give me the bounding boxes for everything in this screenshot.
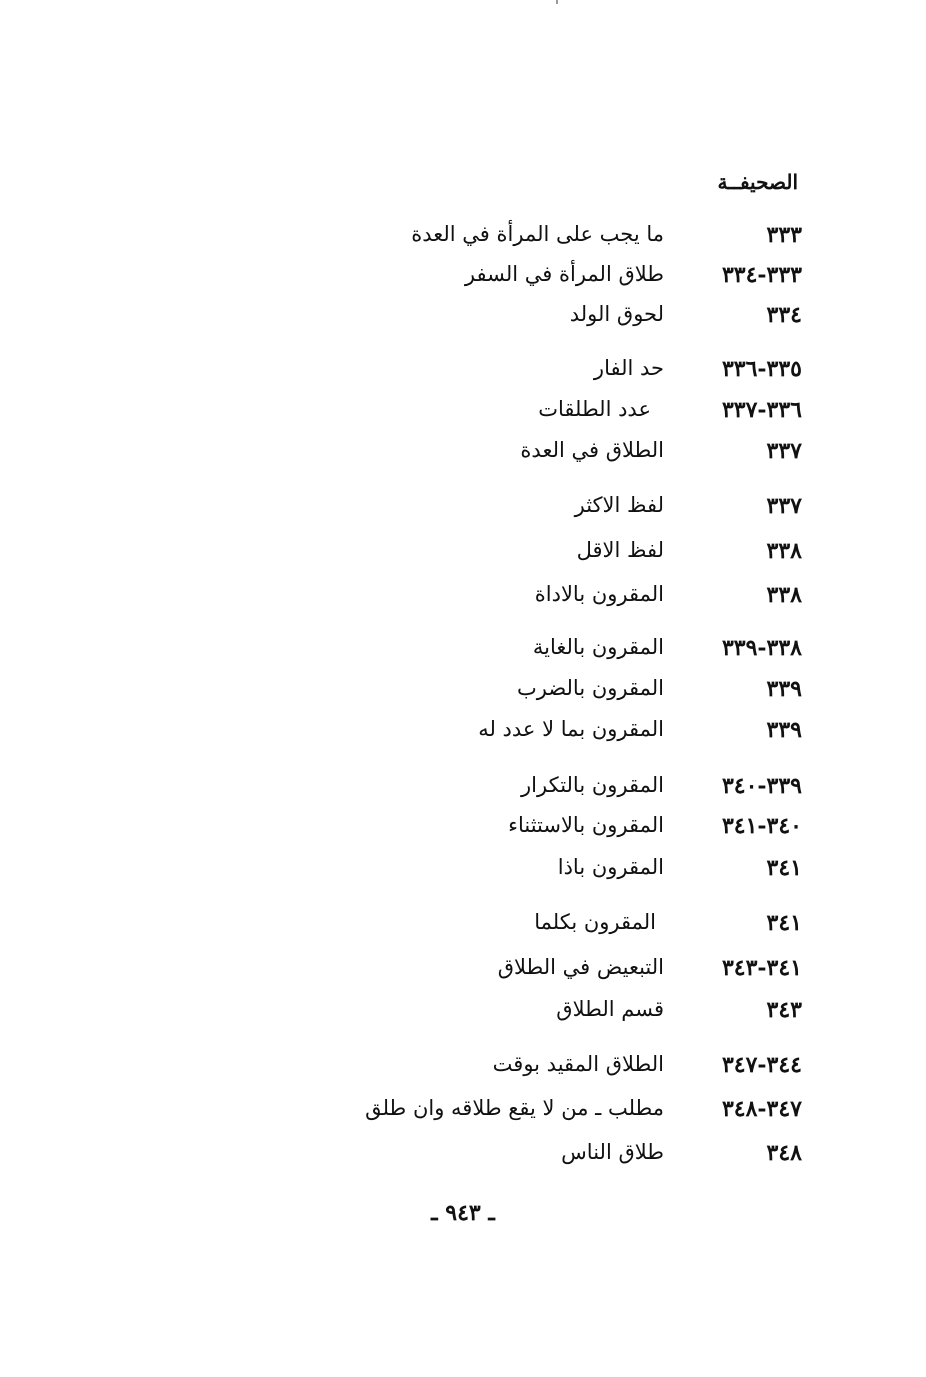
toc-page-range: ٣٣٥-٣٣٦ (721, 356, 802, 382)
toc-title: قسم الطلاق (556, 997, 664, 1021)
toc-title: حد الفار (593, 356, 664, 380)
toc-page-range: ٣٣٩-٣٤٠ (721, 773, 802, 799)
toc-row (0, 493, 926, 527)
toc-row (0, 1096, 926, 1130)
toc-title: عدد الطلقات (538, 397, 651, 421)
toc-row (0, 676, 926, 710)
toc-title: طلاق المرأة في السفر (464, 262, 664, 286)
toc-row (0, 262, 926, 296)
toc-row (0, 538, 926, 572)
toc-row (0, 773, 926, 807)
toc-page-range: ٣٣٣ (766, 222, 802, 248)
toc-title: لفظ الاقل (576, 538, 664, 562)
toc-title: لحوق الولد (569, 302, 664, 326)
toc-page-range: ٣٣٧ (766, 493, 802, 519)
toc-title: لفظ الاكثر (574, 493, 664, 517)
toc-title: التبعيض في الطلاق (497, 955, 664, 979)
toc-title: المقرون بالغاية (532, 635, 664, 659)
toc-row (0, 397, 926, 431)
toc-page-range: ٣٤١ (766, 910, 802, 936)
toc-row (0, 1052, 926, 1086)
toc-title: المقرون باذا (557, 855, 664, 879)
toc-page-range: ٣٤٧-٣٤٨ (721, 1096, 802, 1122)
toc-row (0, 356, 926, 390)
toc-row (0, 813, 926, 847)
toc-page-range: ٣٣٨-٣٣٩ (721, 635, 802, 661)
toc-title: طلاق الناس (561, 1140, 664, 1164)
toc-title: المقرون بالاداة (534, 582, 664, 606)
toc-page-range: ٣٤١ (766, 855, 802, 881)
toc-row (0, 717, 926, 751)
page-number-footer: ـ ٩٤٣ ـ (431, 1200, 495, 1226)
toc-title: الطلاق المقيد بوقت (492, 1052, 664, 1076)
toc-row (0, 635, 926, 669)
toc-page-range: ٣٤١-٣٤٣ (721, 955, 802, 981)
toc-row (0, 302, 926, 336)
toc-page-range: ٣٣٦-٣٣٧ (721, 397, 802, 423)
toc-page-range: ٣٣٨ (766, 538, 802, 564)
toc-row (0, 582, 926, 616)
toc-title: المقرون بالتكرار (521, 773, 664, 797)
toc-page-range: ٣٤٨ (766, 1140, 802, 1166)
toc-row (0, 1140, 926, 1174)
toc-page-range: ٣٤٣ (766, 997, 802, 1023)
toc-page-range: ٣٤٠-٣٤١ (721, 813, 802, 839)
toc-page-range: ٣٣٧ (766, 438, 802, 464)
toc-page-range: ٣٣٩ (766, 676, 802, 702)
toc-title: المقرون بالضرب (516, 676, 664, 700)
toc-row (0, 438, 926, 472)
toc-row (0, 955, 926, 989)
toc-row (0, 997, 926, 1031)
page-column-heading: الصحيفــة (717, 170, 798, 194)
toc-title: الطلاق في العدة (520, 438, 664, 462)
toc-page-range: ٣٤٤-٣٤٧ (721, 1052, 802, 1078)
toc-row (0, 910, 926, 944)
toc-title: المقرون بما لا عدد له (478, 717, 664, 741)
toc-row (0, 855, 926, 889)
toc-title: المقرون بكلما (534, 910, 656, 934)
scan-speck (556, 0, 558, 4)
toc-page-range: ٣٣٤ (766, 302, 802, 328)
toc-page-range: ٣٣٣-٣٣٤ (721, 262, 802, 288)
toc-row (0, 222, 926, 256)
toc-title: مطلب ـ من لا يقع طلاقه وان طلق (365, 1096, 664, 1120)
toc-page-range: ٣٣٩ (766, 717, 802, 743)
toc-title: ما يجب على المرأة في العدة (411, 222, 664, 246)
toc-page-range: ٣٣٨ (766, 582, 802, 608)
toc-title: المقرون بالاستثناء (508, 813, 664, 837)
